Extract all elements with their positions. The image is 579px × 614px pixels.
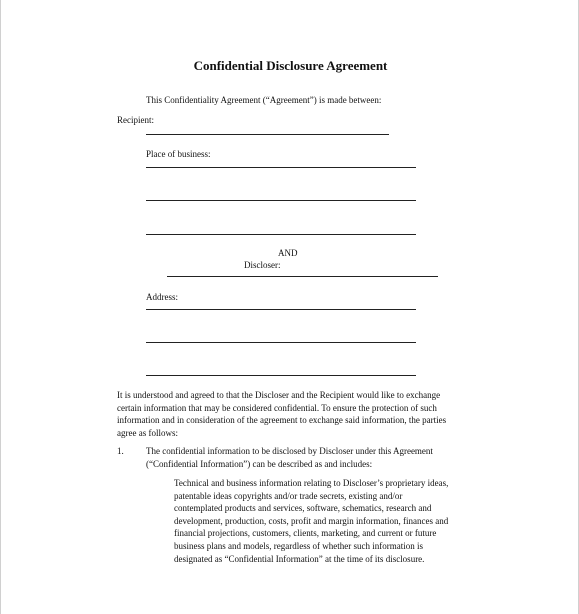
intro-text: This Confidentiality Agreement (“Agreement”) is made between: [146, 95, 382, 105]
place-of-business-label: Place of business: [146, 149, 211, 159]
discloser-name-line[interactable] [167, 276, 438, 277]
paragraph-line: information and in consideration of the agreement to exchange said information, the parties [117, 415, 447, 426]
paragraph-line: agree as follows: [117, 427, 178, 438]
and-label: AND [278, 248, 298, 258]
recipient-label: Recipient: [117, 115, 154, 125]
clause-line: The confidential information to be disclosed by Discloser under this Agreement [146, 446, 433, 456]
detail-line: financial projections, customers, clients, marketing, and current or future [174, 528, 437, 539]
clause-1-text [146, 445, 462, 470]
detail-line: Technical and business information relating to Discloser’s proprietary ideas, [174, 478, 449, 488]
address-line-2[interactable] [146, 342, 416, 343]
place-of-business-line-3[interactable] [146, 234, 416, 235]
clause-line: (“Confidential Information”) can be described as and includes: [146, 458, 373, 469]
discloser-label: Discloser: [244, 260, 281, 270]
paragraph-line: certain information that may be considered confidential. To ensure the protection of such [117, 402, 437, 413]
recipient-name-line[interactable] [146, 134, 389, 135]
clause-number: 1. [117, 446, 124, 456]
place-of-business-line-1[interactable] [146, 167, 416, 168]
paragraph-line: It is understood and agreed to that the Discloser and the Recipient would like to exchange [117, 390, 441, 400]
address-label: Address: [146, 292, 178, 302]
place-of-business-line-2[interactable] [146, 200, 416, 201]
address-line-3[interactable] [146, 375, 416, 376]
detail-line: patentable ideas copyrights and/or trade secrets, existing and/or [174, 490, 403, 501]
detail-line: development, production, costs, profit and margin information, finances and [174, 515, 449, 526]
detail-line: contemplated products and services, software, schematics, research and [174, 503, 432, 514]
detail-line: designated as “Confidential Information” at the time of its disclosure. [174, 553, 425, 564]
document-title: Confidential Disclosure Agreement [193, 58, 388, 73]
clause-1-details [174, 477, 464, 565]
detail-line: business plans and models, regardless of whether such information is [174, 540, 423, 551]
understanding-paragraph [117, 389, 461, 439]
address-line-1[interactable] [146, 309, 416, 310]
